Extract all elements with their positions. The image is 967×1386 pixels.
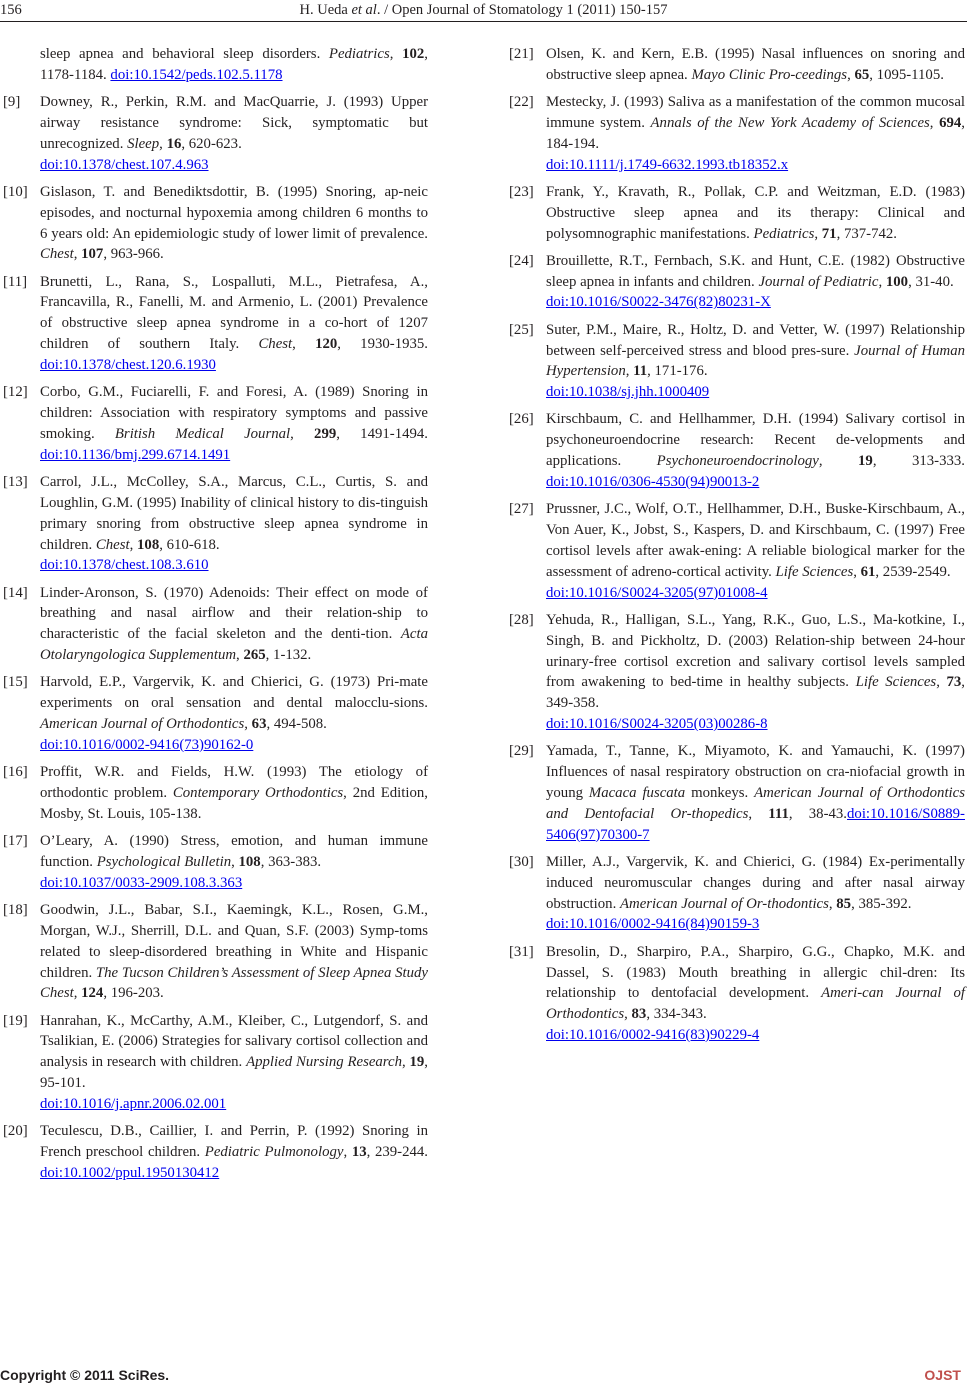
journal-name: Acta Otolaryngologica Supplementum [40,626,428,664]
doi-link[interactable]: doi:10.1136/bmj.299.6714.1491 [40,446,231,463]
reference-number: [17] [3,833,28,850]
reference-text: Miller, A.J., Vargervik, K. and Chierici, G. (1984) Ex-perimentally induced neuromuscular changes during and after nasal airway obstruction. [546,853,965,912]
reference-item [509,741,965,845]
journal-name: Journal of Human Hypertension [546,342,965,380]
reference-item [509,251,965,314]
pages: , 184-194. [546,114,965,152]
pages: , 363-383. [260,853,322,870]
journal-abbrev: OJST [924,1367,961,1383]
reference-text: Downey, R., Perkin, R.M. and MacQuarrie, J. (1993) Upper airway resistance syndrome: Sick, symptomatic but unrecognized. [40,94,428,152]
reference-text: Carrol, J.L., McColley, S.A., Marcus, C.L., Curtis, S. and Loughlin, G.M. (1995) Inability of clinical history to dis-tinguish primary snoring from obstructive sleep apnea syndrome in children. [40,473,428,553]
volume: 111 [768,805,789,822]
right-column [509,44,965,1052]
journal-name: Pediatric Pulmonology [204,1144,344,1161]
volume: 265 [243,647,266,664]
volume: 11 [633,363,648,380]
separator: , [929,114,940,131]
reference-text: Goodwin, J.L., Babar, S.I., Kaemingk, K.L., Rosen, G.M., Morgan, W.J., Sherrill, D.L. and Quan, S.F. (2003) Symp-toms related to sleep-disordered breathing in White and Hispanic children. [40,901,428,981]
reference-item [509,409,965,492]
pages: , 1-132. [265,647,312,664]
doi-link[interactable]: doi:10.1016/0306-4530(94)90013-2 [546,473,760,490]
reference-number: [27] [509,501,534,518]
journal-name: Psychological Bulletin [96,853,232,870]
reference-number: [13] [3,473,28,490]
reference-item [509,499,965,603]
volume: 19 [858,453,873,470]
volume: 13 [351,1144,367,1161]
reference-item [3,900,428,1004]
reference-item [509,320,965,403]
reference-text: Harvold, E.P., Vargervik, K. and Chierici, G. (1973) Pri-mate experiments on oral sensation and dental malocclu-sions. [40,674,428,712]
reference-text: Hanrahan, K., McCarthy, A.M., Kleiber, C., Lutgendorf, S. and Tsalikian, E. (2006) Strategies for salivary cortisol collection and analysis in research with children. [40,1012,428,1071]
separator: , [73,985,82,1002]
reference-number: [23] [509,183,534,200]
reference-number: [18] [3,901,28,918]
doi-link[interactable]: doi:10.1002/ppul.1950130412 [40,1164,220,1181]
page-number: 156 [0,2,22,18]
pages: , 385-392. [851,895,912,912]
pages: , 196-203. [103,985,164,1002]
separator: , [231,853,239,870]
reference-item [509,182,965,245]
pages: , 494-508. [266,716,327,733]
volume: 100 [885,273,909,290]
journal-name: Journal of Pediatric [758,273,879,290]
journal-name: Ameri-can Journal of Orthodontics [546,985,965,1023]
pages: monkeys. [685,784,755,801]
reference-text: Kirschbaum, C. and Hellhammer, D.H. (1994) Salivary cortisol in psychoneuroendocrine research: Recent de-velopments and applications. [546,411,965,470]
reference-item [3,382,428,465]
doi-link[interactable]: doi:10.1037/0033-2909.108.3.363 [40,874,243,891]
separator: , [236,647,244,664]
separator: , [853,563,861,580]
reference-item [509,92,965,175]
volume: 65 [854,66,870,83]
reference-text: Olsen, K. and Kern, E.B. (1995) Nasal influences on snoring and obstructive sleep apnea. [546,46,965,83]
separator: , [292,336,316,353]
separator: , [828,895,837,912]
volume: 71 [821,225,837,242]
journal-name: Life Sciences [775,563,854,580]
reference-text: O’Leary, A. (1990) Stress, emotion, and human immune function. [40,833,428,870]
pages: , 620-623. [181,135,242,152]
reference-text: Proffit, W.R. and Fields, H.W. (1993) The etiology of orthodontic problem. [40,764,428,801]
reference-number: [16] [3,764,28,781]
separator: , [343,1144,352,1161]
reference-item [3,1121,428,1184]
reference-item [3,583,428,666]
separator: , [401,1054,410,1071]
reference-number: [31] [509,943,534,960]
reference-item [3,762,428,825]
doi-link[interactable]: doi:10.1378/chest.120.6.1930 [40,356,216,373]
reference-text: Bresolin, D., Sharpiro, P.A., Sharpiro, G.G., Chapko, M.K. and Dassel, S. (1983) Mouth breathing in allergic chil-dren: Its relationship to dentofacial development. [546,943,965,1002]
journal-name: Life Sciences [855,674,937,691]
journal-name: American Journal of Orthodontics and Dentofacial Or-thopedics [546,784,965,822]
reference-number: [11] [3,273,28,290]
journal-name: The Tucson Children’s Assessment of Sleep Apnea Study Chest [40,964,428,1002]
reference-text: Brunetti, L., Rana, S., Lospalluti, M.L., Pietrafesa, A., Francavilla, R., Fanelli, M. and Armenio, L. (2001) Prevalence of obstructive sleep apnea syndrome in a co-hort of 1207 children of southern Italy. [40,273,428,353]
reference-number: [30] [509,853,534,870]
reference-item [509,44,965,86]
doi-link[interactable]: doi:10.1016/j.apnr.2006.02.001 [40,1095,227,1112]
separator: , [878,273,886,290]
header-rule [0,21,967,22]
volume: 299 [314,425,337,442]
separator: , [624,1006,632,1023]
journal-name: Annals of the New York Academy of Sciences [650,114,930,131]
journal-name: British Medical Journal [114,425,291,442]
reference-number: [28] [509,611,534,628]
separator: , [748,805,769,822]
pages: , 239-244. [366,1144,428,1161]
reference-item [3,472,428,576]
volume: 108 [137,536,160,553]
pages: , 1095-1105. [869,66,944,83]
separator: , [818,453,859,470]
pages: , 38-43. [788,805,848,822]
reference-text: Brouillette, R.T., Fernbach, S.K. and Hunt, C.E. (1982) Obstructive sleep apnea in infants and children. [546,252,965,290]
doi-link[interactable]: doi:10.1016/S0022-3476(82)80231-X [546,294,771,311]
volume: 694 [939,114,962,131]
reference-item [3,831,428,894]
reference-text: Frank, Y., Kravath, R., Pollak, C.P. and Weitzman, E.D. (1983) Obstructive sleep apnea and its therapy: Clinical and polysomnographic manifestations. [546,183,965,242]
journal-name: Macaca fuscata [588,784,686,801]
pages: , 1930-1935. [337,336,428,353]
reference-number: [21] [509,46,534,62]
pages: , 313-333. [872,453,966,470]
reference-number: [14] [3,584,28,601]
journal-name: Contemporary Orthodontics [172,784,344,801]
reference-item [3,272,428,376]
pages: , 171-176. [647,363,708,380]
doi-link[interactable]: doi:10.1038/sj.jhh.1000409 [546,384,710,401]
reference-text: Yamada, T., Tanne, K., Miyamoto, K. and Yamauchi, K. (1997) Influences of nasal respiratory obstruction on cra-niofacial growth in young [546,743,965,801]
volume: 120 [315,336,338,353]
doi-link[interactable]: doi:10.1378/chest.108.3.610 [40,557,209,574]
reference-number: [25] [509,321,534,338]
reference-text: Yehuda, R., Halligan, S.L., Yang, R.K., Guo, L.S., Ma-kotkine, I., Singh, B. and Pickholtz, D. (2003) Relation-ship between 24-hour urinary-free cortisol excretion and salivary cortisol levels sampled from awakening to bed-time in healthy subjects. [546,611,965,691]
reference-number: [20] [3,1123,28,1140]
doi-link[interactable]: doi:10.1016/0002-9416(84)90159-3 [546,916,760,933]
left-column [3,44,428,1190]
pages: , 2539-2549. [875,563,951,580]
journal-name: Applied Nursing Research [246,1054,402,1071]
reference-text: Linder-Aronson, S. (1970) Adenoids: Their effect on mode of breathing and nasal airflow and their relation-ship to characteristic of the facial skeleton and the denti-tion. [40,584,428,643]
volume: 83 [631,1006,647,1023]
doi-link[interactable]: doi:10.1016/0002-9416(83)90229-4 [546,1027,760,1044]
doi-link[interactable]: doi:10.1016/S0889-5406(97)70300-7 [546,805,965,843]
pages: , 334-343. [646,1006,707,1023]
reference-number: [15] [3,674,28,691]
reference-item [509,852,965,935]
volume: 16 [166,135,182,152]
separator: , [129,536,138,553]
reference-item [509,610,965,735]
journal-name: American Journal of Or-thodontics [619,895,829,912]
separator: , [847,66,855,83]
reference-number: [26] [509,411,534,428]
reference-item [3,672,428,755]
reference-number: [12] [3,384,28,401]
copyright: Copyright © 2011 SciRes. [0,1367,170,1383]
reference-text: Mestecky, J. (1993) Saliva as a manifestation of the common mucosal immune system. [546,94,965,131]
reference-continuation: sleep apnea and behavioral sleep disorders. Pediatrics, 102, 1178-1184. doi:10.1542/peds.102.5.1178 [40,46,428,83]
journal-name: Chest [40,246,74,263]
pages: , 349-358. [546,674,965,712]
reference-number: [10] [3,183,28,200]
journal-name: Psychoneuroendocrinology [656,453,819,470]
reference-number: [22] [509,94,534,111]
reference-item [3,182,428,265]
volume: 19 [409,1054,425,1071]
journal-name: Chest [258,336,293,353]
volume: 124 [81,985,104,1002]
reference-number: [29] [509,743,534,760]
journal-name: Mayo Clinic Pro-ceedings [691,66,848,83]
separator: , [73,246,82,263]
running-header [0,0,967,22]
doi-link[interactable]: doi:10.1016/S0024-3205(03)00286-8 [546,716,768,733]
separator: , [936,674,947,691]
reference-number: [19] [3,1012,28,1029]
journal-name: Sleep [127,135,160,152]
separator: , [290,425,315,442]
volume: 108 [238,853,261,870]
separator: , [159,135,167,152]
reference-number: [9] [3,94,21,111]
reference-text: Gislason, T. and Benediktsdottir, B. (1995) Snoring, ap-neic episodes, and nocturnal hypoxemia among children 6 months to 6 years old: An epidemiologic study of lower limit of prevalence. [40,183,428,242]
pages: , 31-40. [908,273,954,290]
reference-item [3,1011,428,1115]
doi-link[interactable]: doi:10.1542/peds.102.5.1178 [110,66,283,83]
reference-text: Suter, P.M., Maire, R., Holtz, D. and Vetter, W. (1997) Relationship between self-perceived stress and blood pres-sure. [546,321,965,359]
running-title: H. Ueda et al. / Open Journal of Stomatology 1 (2011) 150-157 [299,2,668,18]
pages: , 737-742. [836,225,897,242]
journal-name: American Journal of Orthodontics [40,716,245,733]
separator: , [625,363,634,380]
volume: 61 [860,563,876,580]
volume: 63 [251,716,267,733]
journal-name: Pediatrics [753,225,815,242]
pages: , 610-618. [159,536,220,553]
doi-link[interactable]: doi:10.1111/j.1749-6632.1993.tb18352.x [546,156,789,173]
reference-item [509,942,965,1046]
separator: , [814,225,822,242]
pages: , 963-966. [103,246,164,263]
pages: , 95-101. [40,1054,428,1092]
journal-name: Chest [95,536,130,553]
pages: , 1491-1494. [336,425,428,442]
doi-link[interactable]: doi:10.1378/chest.107.4.963 [40,156,209,173]
volume: 107 [81,246,104,263]
volume: 73 [946,674,962,691]
pages: , 2nd Edition, Mosby, St. Louis, 105-138. [40,784,428,822]
reference-text: Corbo, G.M., Fuciarelli, F. and Foresi, A. (1989) Snoring in children: Association with respiratory symptoms and passive smoking. [40,384,428,442]
volume: 85 [836,895,852,912]
reference-text: Teculescu, D.B., Caillier, I. and Perrin, P. (1992) Snoring in French preschool children. [40,1123,428,1161]
separator: , [244,716,252,733]
reference-number: [24] [509,252,534,269]
doi-link[interactable]: doi:10.1016/S0024-3205(97)01008-4 [546,584,768,601]
reference-item [3,92,428,175]
reference-text: Prussner, J.C., Wolf, O.T., Hellhammer, D.H., Buske-Kirschbaum, A., Von Auer, K., Jobst, S., Kaspers, D. and Kirschbaum, C. (1997) Free cortisol levels after awak-ening: A reliable biological marker for the assessment of adreno-cortical activity. [546,501,965,580]
doi-link[interactable]: doi:10.1016/0002-9416(73)90162-0 [40,736,254,753]
